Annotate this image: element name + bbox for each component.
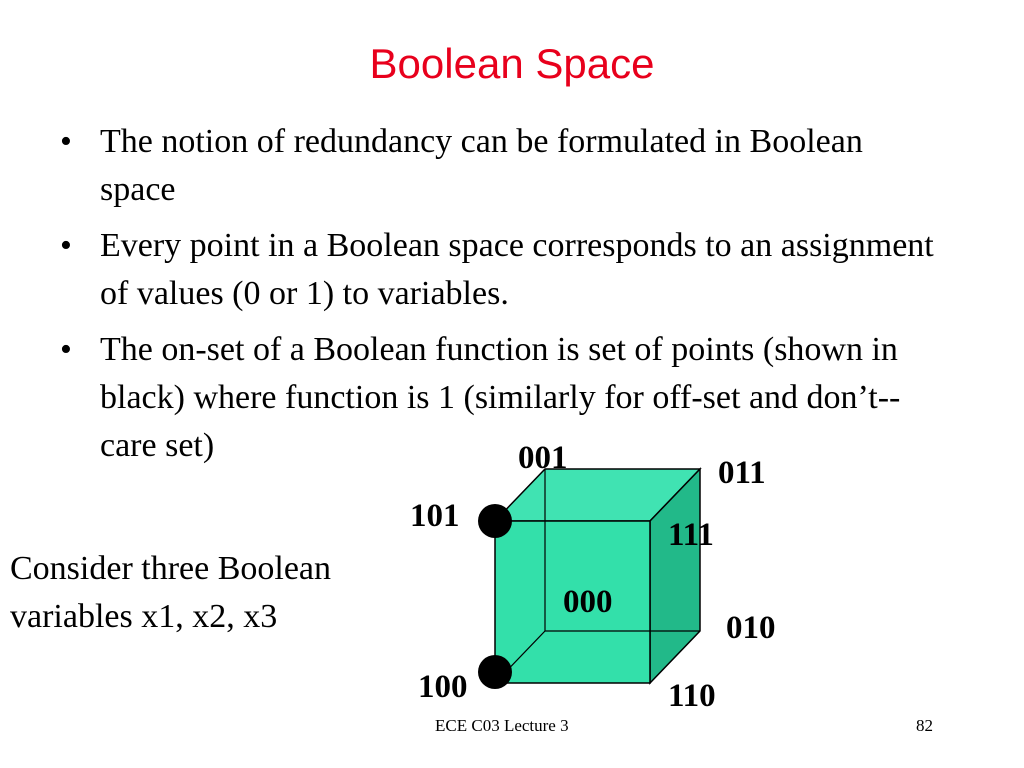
vertex-label-001: 001 bbox=[518, 440, 568, 476]
vertex-label-110: 110 bbox=[668, 678, 716, 714]
bullet-text: The on-set of a Boolean function is set of points (shown in black) where function is 1 (similarly for off-set and don’t--care set) bbox=[100, 331, 901, 464]
bullet-icon: • bbox=[60, 123, 72, 160]
vertex-label-010: 010 bbox=[726, 610, 776, 646]
bullet-text: The notion of redundancy can be formulated in Boolean space bbox=[100, 123, 863, 208]
vertex-label-000: 000 bbox=[563, 584, 613, 620]
page-number: 82 bbox=[916, 716, 933, 735]
onset-point-100 bbox=[478, 655, 512, 689]
onset-point-101 bbox=[478, 504, 512, 538]
footer-lecture: ECE C03 Lecture 3 bbox=[435, 716, 569, 735]
vertex-label-111: 111 bbox=[668, 517, 714, 553]
vertex-label-011: 011 bbox=[718, 455, 766, 491]
slide-title: Boolean Space bbox=[369, 40, 655, 87]
vertex-label-101: 101 bbox=[410, 498, 460, 534]
side-note: Consider three Boolean variables x1, x2, x3 bbox=[10, 550, 332, 635]
bullet-text: Every point in a Boolean space corresponds to an assignment of values (0 or 1) to variables. bbox=[100, 227, 934, 312]
bullet-icon: • bbox=[60, 227, 72, 264]
vertex-label-100: 100 bbox=[418, 669, 468, 705]
bullet-icon: • bbox=[60, 331, 72, 368]
